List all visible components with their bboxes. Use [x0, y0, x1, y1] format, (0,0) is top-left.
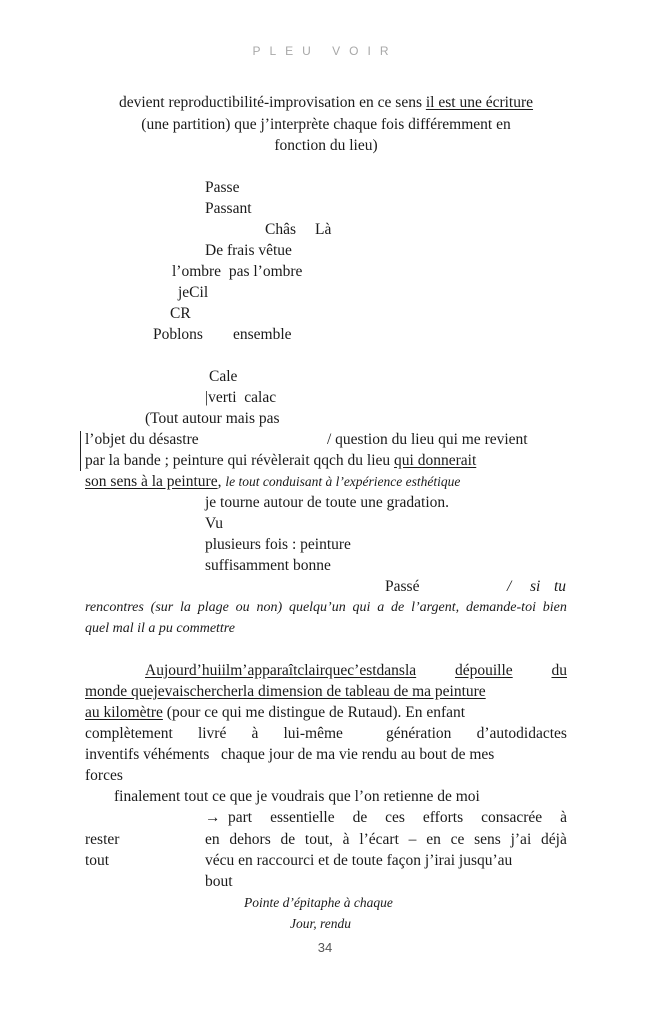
word: complètement [85, 725, 173, 742]
text-span: (pour ce qui me distingue de Rutaud). En enfant [162, 704, 466, 721]
word: lui-même [283, 725, 343, 742]
word: d’autodidactes [476, 725, 567, 742]
underlined-text: son sens à la peinture [85, 473, 218, 490]
word: de [391, 600, 405, 615]
para2-line2: monde quejevaischercherla dimension de tableau de ma peinture [85, 683, 486, 700]
poem-line: Châs [265, 221, 296, 238]
word: de [352, 809, 368, 826]
word: rencontres [85, 600, 144, 615]
arrow-icon: → [205, 809, 221, 826]
underlined-text: Aujourd’huiilm’apparaîtclairquec’estdansla [145, 662, 417, 679]
epitaph-line: Jour, rendu [290, 916, 351, 931]
text-span: , [217, 473, 226, 490]
poem-line: l’ombre pas l’ombre [172, 263, 303, 280]
word: non) [256, 600, 283, 615]
final-side-label: rester [85, 831, 120, 848]
rencontres-line [85, 598, 567, 618]
word: en [426, 831, 441, 848]
middle-line: plusieurs fois : peinture [205, 536, 351, 553]
running-header: PLEU VOIR [252, 44, 398, 58]
middle-line: Vu [205, 515, 224, 532]
para2-line7: finalement tout ce que je voudrais que l’on retienne de moi [114, 788, 480, 805]
word: à [251, 725, 259, 742]
middle-line: je tourne autour de toute une gradation. [205, 494, 450, 511]
desastre-line2 [85, 451, 476, 471]
para2-line3 [85, 703, 465, 723]
underlined-text: du [551, 662, 567, 679]
text-span: par la bande ; peinture qui révèlerait qqch du lieu [85, 452, 395, 469]
word: a [377, 600, 385, 615]
epitaph-line: Pointe d’épitaphe à chaque [244, 895, 393, 910]
word: sens [474, 831, 501, 848]
word: à [560, 809, 567, 826]
word: ou [235, 600, 250, 615]
page-number: 34 [317, 940, 333, 955]
middle-line: suffisamment bonne [205, 557, 331, 574]
poem-line: De frais vêtue [205, 242, 292, 259]
poem-line: Là [315, 221, 332, 238]
word: tout, [304, 831, 333, 848]
word: quelqu’un [288, 600, 346, 615]
word: ces [385, 809, 405, 826]
word: livré [197, 725, 227, 742]
desastre-line1b: / question du lieu qui me revient [327, 431, 528, 448]
word: qui [352, 600, 371, 615]
underlined-text: dépouille [454, 662, 513, 679]
word: l’écart [359, 831, 399, 848]
word: de [280, 831, 296, 848]
poem-line: Passant [205, 200, 252, 217]
word: à [342, 831, 350, 848]
middle-line: si [530, 578, 541, 595]
word: – [408, 831, 417, 848]
final-side-label: tout [85, 852, 110, 869]
word: consacrée [481, 809, 543, 826]
word: dehors [229, 831, 271, 848]
para1-line2: (une partition) que j’interprète chaque fois différemment en [141, 116, 511, 133]
word: génération [386, 725, 452, 742]
poem-line: |verti calac [205, 389, 277, 406]
final-line4: bout [205, 873, 233, 890]
margin-bar [80, 431, 81, 471]
para2-line6: forces [85, 767, 123, 784]
word: demande-toi [465, 600, 536, 615]
word: (sur [150, 600, 174, 615]
poem-line: ensemble [233, 326, 292, 343]
word: bien [542, 600, 567, 615]
middle-line: Passé [385, 578, 420, 595]
word: j’ai [510, 831, 532, 848]
word: ce [450, 831, 465, 848]
middle-line: tu [554, 578, 567, 595]
para1-line3: fonction du lieu) [274, 137, 378, 154]
poem-line: CR [170, 305, 191, 322]
word: déjà [541, 831, 567, 848]
poem-line: jeCil [178, 284, 209, 301]
final-line3: vécu en raccourci et de toute façon j’irai jusqu’au [205, 852, 513, 869]
word: part [228, 809, 253, 826]
para2-line4 [85, 724, 567, 744]
word: plage [197, 600, 229, 615]
final-line1 [228, 808, 567, 828]
middle-line: quel mal il a pu commettre [85, 621, 235, 636]
para2-line1 [145, 661, 567, 681]
para1-line1 [85, 93, 567, 113]
desastre-line3 [85, 472, 460, 492]
word: essentielle [270, 809, 335, 826]
word: l’argent, [411, 600, 460, 615]
poem-line: Cale [209, 368, 238, 385]
poem-line: (Tout autour mais pas [145, 410, 280, 427]
poem-line: Passe [205, 179, 240, 196]
desastre-line1a: l’objet du désastre [85, 431, 199, 448]
middle-line: / [507, 578, 512, 595]
text-span: devient reproductibilité-improvisation en ce sens [118, 94, 426, 111]
underlined-text: il est une écriture [425, 94, 534, 111]
word: efforts [422, 809, 464, 826]
underlined-text: qui donnerait [394, 452, 477, 469]
word: en [205, 831, 220, 848]
word: la [180, 600, 191, 615]
poem-line: Poblons [153, 326, 203, 343]
final-line2 [205, 830, 567, 850]
italic-text: le tout conduisant à l’expérience esthétique [225, 474, 461, 489]
underlined-text: au kilomètre [85, 704, 163, 721]
para2-line5: inventifs véhéments chaque jour de ma vie rendu au bout de mes [85, 746, 495, 763]
